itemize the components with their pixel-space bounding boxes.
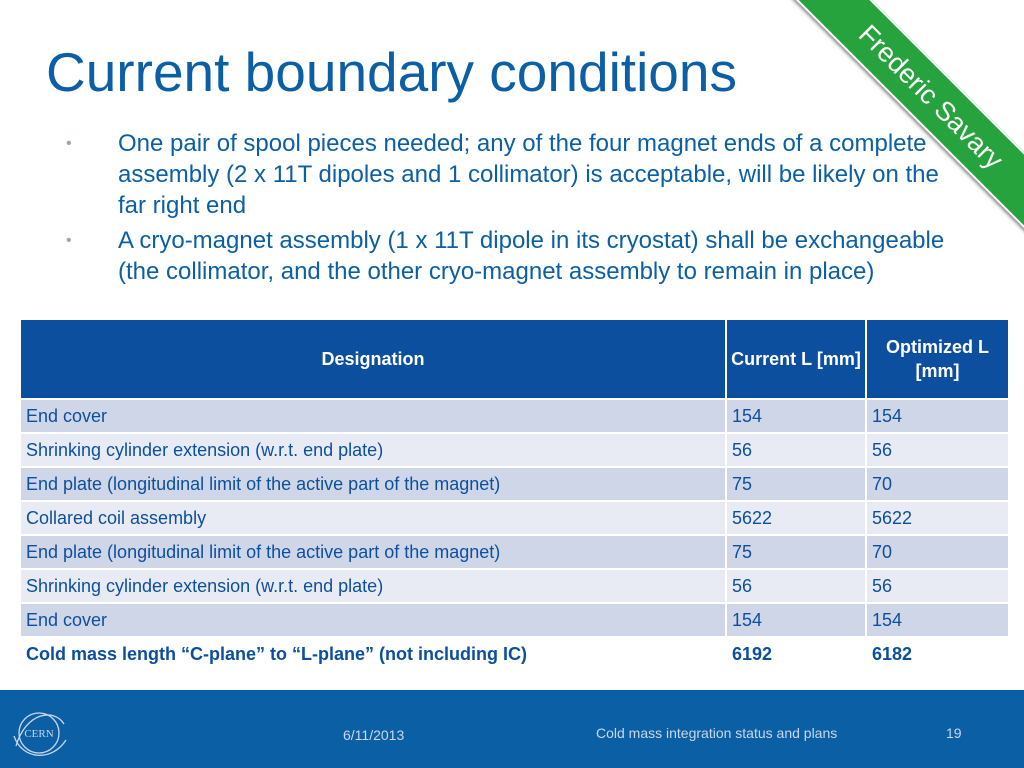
- bullet-item: [0, 225, 963, 287]
- cern-logo-text: CERN: [24, 728, 54, 740]
- cell-optimized: 5622: [866, 501, 1009, 535]
- cell-current: 154: [726, 399, 866, 433]
- cell-current: 5622: [726, 501, 866, 535]
- table-row: [20, 569, 1009, 603]
- bullet-marker: •: [66, 135, 72, 152]
- author-ribbon: Frederic Savary: [767, 0, 1024, 261]
- dimensions-table-container: [19, 318, 1008, 672]
- cell-current: 75: [726, 535, 866, 569]
- cell-current: 56: [726, 433, 866, 467]
- cell-optimized: 70: [866, 535, 1009, 569]
- cell-optimized: 154: [866, 399, 1009, 433]
- table-row: [20, 501, 1009, 535]
- bullet-marker: •: [66, 232, 72, 249]
- footer-bar: [0, 690, 1024, 768]
- cell-current: 56: [726, 569, 866, 603]
- cell-designation: End plate (longitudinal limit of the active part of the magnet): [20, 535, 726, 569]
- bullet-list: [0, 128, 1024, 291]
- table-total-row: [20, 637, 1009, 671]
- bullet-item: [0, 128, 963, 221]
- cell-designation: Shrinking cylinder extension (w.r.t. end plate): [20, 569, 726, 603]
- cell-optimized: 154: [866, 603, 1009, 637]
- footer-page-number: 19: [946, 725, 962, 741]
- table-row: [20, 535, 1009, 569]
- table-header-row: [20, 319, 1009, 399]
- cell-designation: End plate (longitudinal limit of the active part of the magnet): [20, 467, 726, 501]
- bullet-text: One pair of spool pieces needed; any of the four magnet ends of a complete assembly (2 x 11T dipoles and 1 collimator) is acceptable, will be likely on the far right end: [118, 130, 939, 219]
- table-row: [20, 467, 1009, 501]
- cell-designation: Collared coil assembly: [20, 501, 726, 535]
- bullet-text: A cryo-magnet assembly (1 x 11T dipole in its cryostat) shall be exchangeable (the collimator, and the other cryo-magnet assembly to remain in place): [118, 227, 945, 285]
- dimensions-table: [19, 318, 1010, 672]
- cell-designation: Shrinking cylinder extension (w.r.t. end plate): [20, 433, 726, 467]
- header-optimized-length: Optimized L [mm]: [866, 319, 1009, 399]
- header-current-length: Current L [mm]: [726, 319, 866, 399]
- table-row: [20, 433, 1009, 467]
- table-row: [20, 603, 1009, 637]
- cern-logo-icon: [8, 702, 70, 764]
- header-designation: Designation: [20, 319, 726, 399]
- footer-date: 6/11/2013: [343, 727, 405, 743]
- cell-current: 154: [726, 603, 866, 637]
- cell-total-current: 6192: [726, 637, 866, 671]
- table-row: [20, 399, 1009, 433]
- cell-optimized: 70: [866, 467, 1009, 501]
- cell-current: 75: [726, 467, 866, 501]
- cell-designation: End cover: [20, 603, 726, 637]
- footer-presentation-title: Cold mass integration status and plans: [596, 725, 838, 741]
- cell-optimized: 56: [866, 433, 1009, 467]
- cell-designation: End cover: [20, 399, 726, 433]
- slide-title: Current boundary conditions: [46, 41, 737, 103]
- cell-optimized: 56: [866, 569, 1009, 603]
- cell-total-designation: Cold mass length “C-plane” to “L-plane” (not including IC): [20, 637, 726, 671]
- cell-total-optimized: 6182: [866, 637, 1009, 671]
